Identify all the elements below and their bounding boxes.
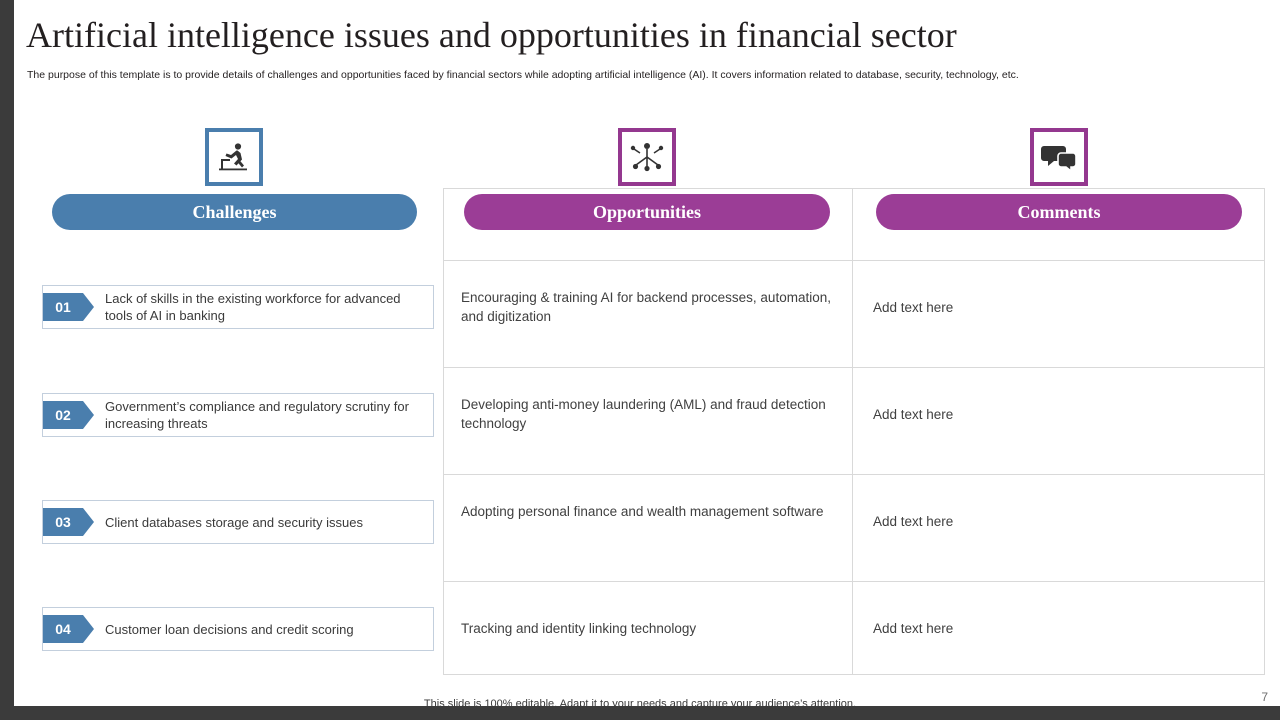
- opportunity-cell-3[interactable]: Adopting personal finance and wealth management software: [461, 504, 824, 519]
- comment-cell-1[interactable]: Add text here: [873, 300, 954, 315]
- grid-divider-left: [443, 188, 444, 675]
- idea-network-icon: [618, 128, 676, 186]
- column-header-opportunities: Opportunities: [464, 194, 830, 230]
- challenge-text: Government’s compliance and regulatory scrutiny for increasing threats: [105, 399, 409, 431]
- opportunities-comments-grid: [443, 188, 1265, 675]
- left-edge-bar: [0, 0, 14, 720]
- grid-divider-middle: [852, 188, 853, 675]
- footer-note: This slide is 100% editable. Adapt it to your needs and capture your audience’s attention.: [423, 698, 857, 710]
- page-number: 7: [1261, 690, 1268, 704]
- speech-bubbles-icon: [1030, 128, 1088, 186]
- page-subtitle: The purpose of this template is to provide details of challenges and opportunities faced by financial sectors while adopting artificial intelligence (AI). It covers information related to database, security, technology, etc.: [27, 69, 1019, 81]
- challenge-text: Lack of skills in the existing workforce for advanced tools of AI in banking: [105, 291, 401, 323]
- grid-row-line-2: [443, 367, 1265, 368]
- column-header-challenges: Challenges: [52, 194, 417, 230]
- challenge-item-02[interactable]: [42, 393, 434, 437]
- challenge-number-badge: 03: [43, 508, 83, 536]
- grid-row-line-3: [443, 474, 1265, 475]
- comment-cell-4[interactable]: Add text here: [873, 621, 954, 636]
- opportunity-cell-2[interactable]: Developing anti-money laundering (AML) and fraud detection technology: [461, 397, 826, 431]
- column-header-comments: Comments: [876, 194, 1242, 230]
- challenge-item-04[interactable]: [42, 607, 434, 651]
- comment-cell-3[interactable]: Add text here: [873, 514, 954, 529]
- opportunity-cell-1[interactable]: Encouraging & training AI for backend processes, automation, and digitization: [461, 290, 831, 324]
- hurdle-runner-icon: [205, 128, 263, 186]
- challenge-text: Customer loan decisions and credit scoring: [105, 621, 354, 637]
- comment-cell-2[interactable]: Add text here: [873, 407, 954, 422]
- challenge-number-badge: 04: [43, 615, 83, 643]
- challenge-item-03[interactable]: [42, 500, 434, 544]
- grid-divider-right: [1264, 188, 1265, 675]
- challenge-item-01[interactable]: [42, 285, 434, 329]
- opportunity-cell-4[interactable]: Tracking and identity linking technology: [461, 621, 697, 636]
- grid-row-line-4: [443, 581, 1265, 582]
- challenge-number-badge: 02: [43, 401, 83, 429]
- challenge-text: Client databases storage and security issues: [105, 514, 363, 530]
- grid-row-line-bottom: [443, 674, 1265, 675]
- grid-row-line-top: [443, 188, 1265, 189]
- page-title: Artificial intelligence issues and opportunities in financial sector: [26, 15, 957, 55]
- challenge-number-badge: 01: [43, 293, 83, 321]
- grid-row-line-1: [443, 260, 1265, 261]
